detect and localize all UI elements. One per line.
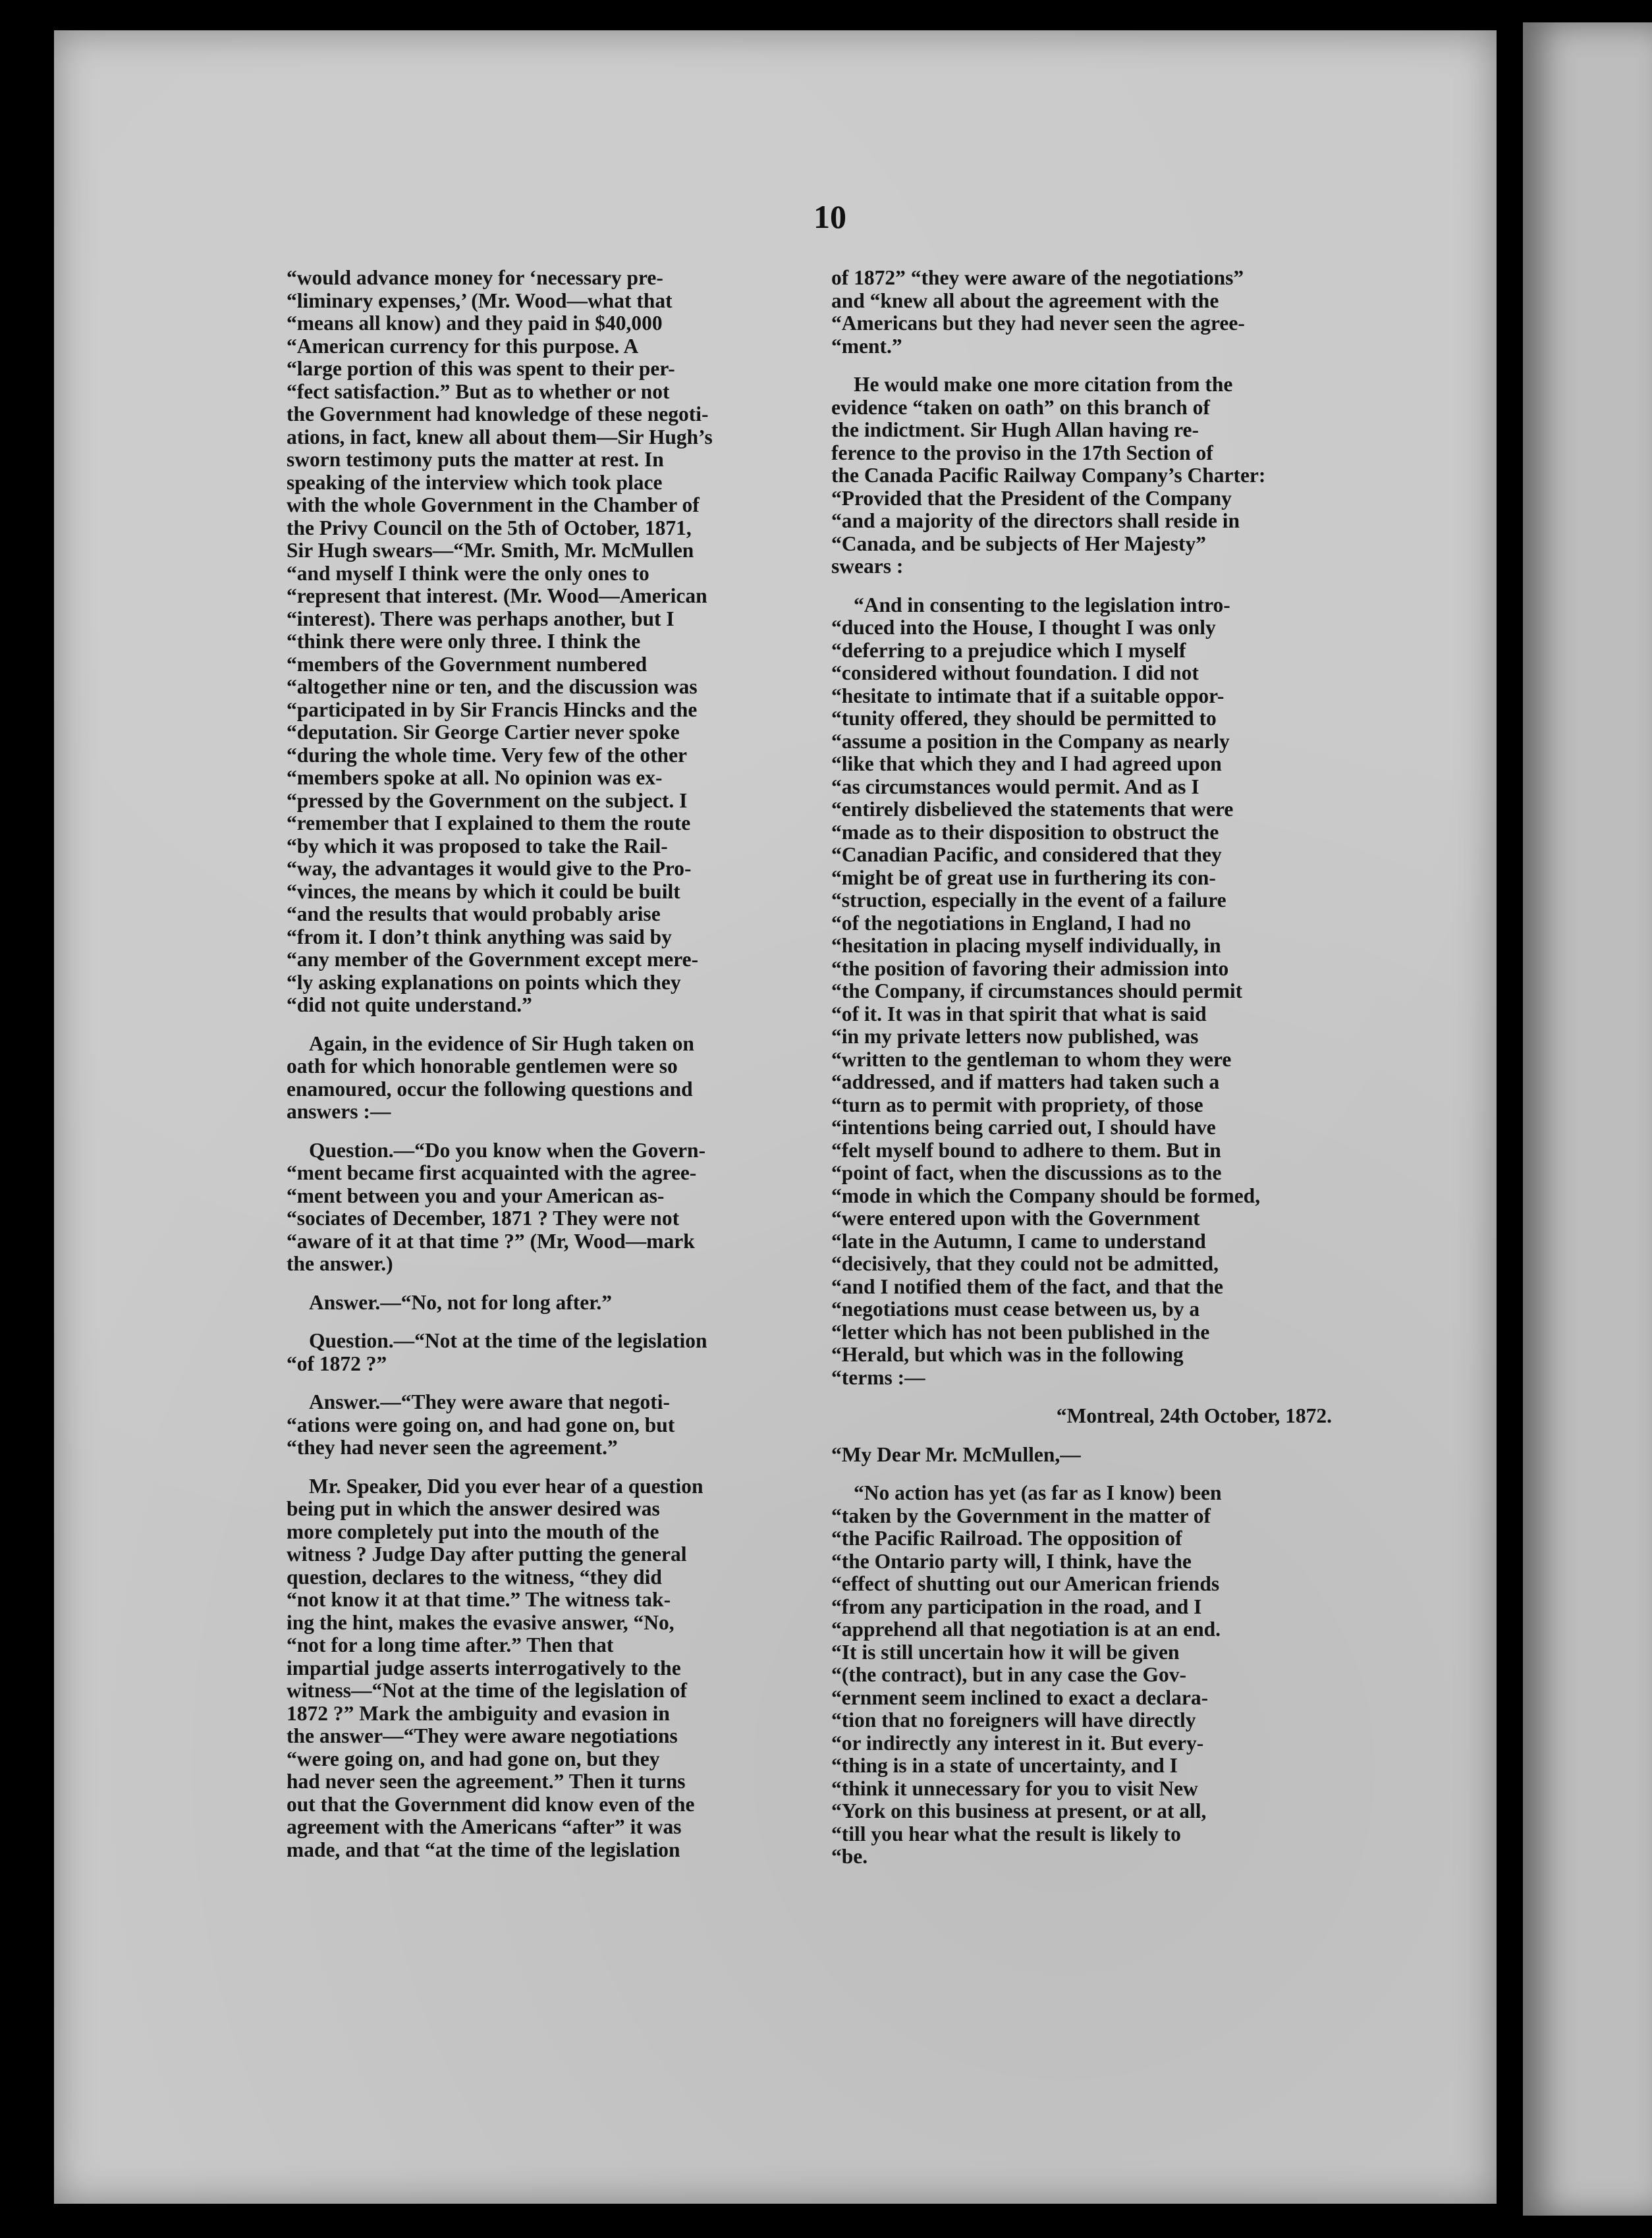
page-number: 10 <box>813 198 846 235</box>
paragraph: Mr. Speaker, Did you ever hear of a question being put in which the answer desired was more completely put into the mouth of the witness ? Judge Day after putting the general question, declares to the witness, “they did “not know it at that time.” The witness tak- ing the hint, makes the evasive answer, “No, “not for a long time after.” Then that impartial judge asserts interrogatively to the witness—“Not at the time of the legislation of 1872 ?” Mark the ambiguity and evasion in the answer—“They were aware negotiations “were going on, and had gone on, but they had never seen the agreement.” Then it turns out that the Government did know even of the agreement with the Americans “after” it was made, and that “at the time of the legislation <box>287 1474 703 1861</box>
question-paragraph: Question.—“Not at the time of the legislation “of 1872 ?” <box>287 1329 707 1375</box>
page-gutter <box>1497 26 1523 2206</box>
paragraph: Again, in the evidence of Sir Hugh taken on oath for which honorable gentlemen were so enamoured, occur the following questions and answers :— <box>287 1031 694 1123</box>
letter-date: “Montreal, 24th October, 1872. <box>1056 1404 1332 1427</box>
paragraph: “would advance money for ‘necessary pre- “liminary expenses,’ (Mr. Wood—what that “means all know) and they paid in $40,000 “American currency for this purpose. A “large portion of this was spent to their per- “fect satisfaction.” But as to whether or not the Government had knowledge of these negoti- ations, in fact, knew all about them—Sir Hugh’s sworn testimony puts the matter at rest. In speaking of the interview which took place with the whole Government in the Chamber of the Privy Council on the 5th of October, 1871, Sir Hugh swears—“Mr. Smith, Mr. McMullen “and myself I think were the only ones to “represent that interest. (Mr. Wood—American “interest). There was perhaps another, but I “think there were only three. I think the “members of the Government numbered “altogether nine or ten, and the discussion was “participated in by Sir Francis Hincks and the “deputation. Sir George Cartier never spoke “during the whole time. Very few of the other “members spoke at all. No opinion was ex- “pressed by the Government on the subject. I “remember that I explained to them the route “by which it was proposed to take the Rail- “way, the advantages it would give to the Pro- “vinces, the means by which it could be built “and the results that would probably arise “from it. I don’t think anything was said by “any member of the Government except mere- “ly asking explanations on points which they “did not quite understand.” <box>287 266 713 1016</box>
scan-border-left <box>0 0 53 2238</box>
letter-salutation: “My Dear Mr. McMullen,— <box>831 1442 1081 1466</box>
letter-body: “No action has yet (as far as I know) been “taken by the Government in the matter of “the Pacific Railroad. The opposition of “the Ontario party will, I think, have the “effect of shutting out our American friends “from any participation in the road, and I “apprehend all that negotiation is at an end. “It is still uncertain how it will be given “(the contract), but in any case the Gov- “ernment seem inclined to exact a declara- “tion that no foreigners will have directly “or indirectly any interest in it. But every- “thing is in a state of uncertainty, and I “think it unnecessary for you to visit New “York on this business at present, or at all, “till you hear what the result is likely to “be. <box>831 1481 1222 1868</box>
adjacent-page-edge <box>1523 22 1652 2216</box>
right-column <box>831 267 1358 1869</box>
answer-paragraph: Answer.—“No, not for long after.” <box>309 1290 612 1314</box>
paragraph: of 1872” “they were aware of the negotiations” and “knew all about the agreement with the “Americans but they had never seen the agree- “ment.” <box>831 266 1245 358</box>
left-column <box>287 267 813 1861</box>
paragraph: He would make one more citation from the evidence “taken on oath” on this branch of the indictment. Sir Hugh Allan having re- ference to the proviso in the 17th Section of the Canada Pacific Railway Company’s Charter: “Provided that the President of the Company “and a majority of the directors shall reside in “Canada, and be subjects of Her Majesty” swears : <box>831 373 1266 578</box>
answer-paragraph: Answer.—“They were aware that negoti- “ations were going on, and had gone on, but “they had never seen the agreement.” <box>287 1390 675 1459</box>
question-paragraph: Question.—“Do you know when the Govern- “ment became first acquainted with the agree- “ment between you and your American as- “sociates of December, 1871 ? They were not “aware of it at that time ?” (Mr, Wood—mark the answer.) <box>287 1138 706 1275</box>
quoted-testimony: “And in consenting to the legislation intro- “duced into the House, I thought I was only “deferring to a prejudice which I myself “considered without foundation. I did not “hesitate to intimate that if a suitable oppor- “tunity offered, they should be permitted to “assume a position in the Company as nearly “like that which they and I had agreed upon “as circumstances would permit. And as I “entirely disbelieved the statements that were “made as to their disposition to obstruct the “Canadian Pacific, and considered that they “might be of great use in furthering its con- “struction, especially in the event of a failure “of the negotiations in England, I had no “hesitation in placing myself individually, in “the position of favoring their admission into “the Company, if circumstances should permit “of it. It was in that spirit that what is said “in my private letters now published, was “written to the gentleman to whom they were “addressed, and if matters had taken such a “turn as to permit with propriety, of those “intentions being carried out, I should have “felt myself bound to adhere to them. But in “point of fact, when the discussions as to the “mode in which the Company should be formed, “were entered upon with the Government “late in the Autumn, I came to understand “decisively, that they could not be admitted, “and I notified them of the fact, and that the “negotiations must cease between us, by a “letter which has not been published in the “Herald, but which was in the following “terms :— <box>831 593 1261 1389</box>
